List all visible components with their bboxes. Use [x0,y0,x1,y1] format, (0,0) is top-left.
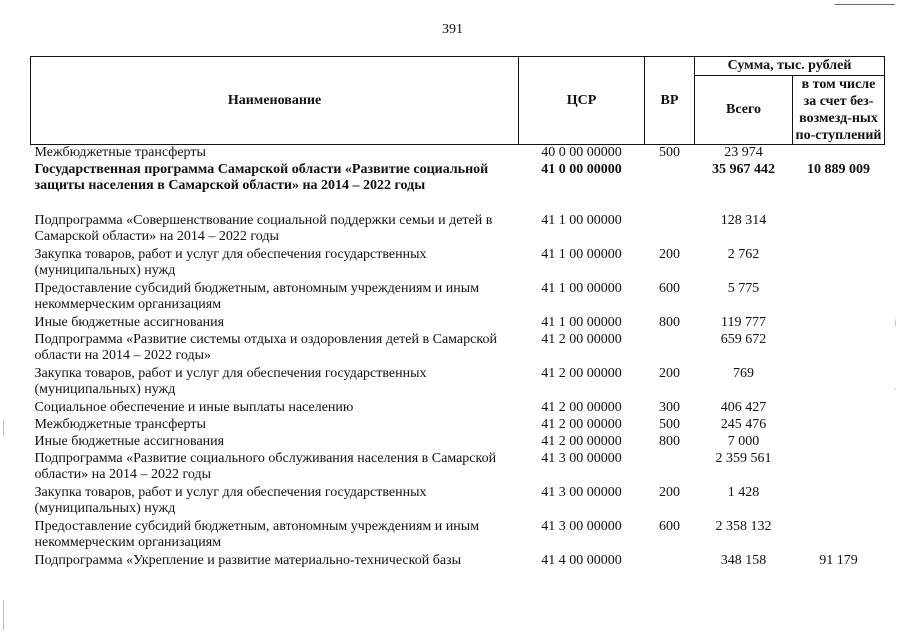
header-vr: ВР [645,57,695,145]
row-name: Закупка товаров, работ и услуг для обеспечения государственных (муниципальных) нужд [34,485,427,516]
row-csr: 41 1 00 00000 [541,213,622,228]
row-vr: 200 [659,247,680,262]
row-total: 35 967 442 [712,162,775,177]
row-name: Предоставление субсидий бюджетным, автономным учреждениям и иным некоммерческим организациям [34,281,480,312]
row-name: Подпрограмма «Развитие системы отдыха и оздоровления детей в Самарской области на 2014 – 2022 годы» [34,332,497,363]
row-free [793,451,885,485]
header-name: Наименование [31,57,519,145]
row-vr [645,451,695,485]
header-free: в том числе за счет без-возмезд-ных по-ступлений [793,76,885,145]
row-csr: 41 3 00 00000 [541,519,622,534]
header-sum-group: Сумма, тыс. рублей [695,57,885,76]
row-name: Закупка товаров, работ и услуг для обеспечения государственных (муниципальных) нужд [34,366,427,397]
row-name: Закупка товаров, работ и услуг для обеспечения государственных (муниципальных) нужд [34,247,427,278]
budget-table [30,56,885,570]
row-vr [645,553,695,570]
header-csr: ЦСР [519,57,645,145]
row-name: Межбюджетные трансферты [34,145,206,160]
row-csr: 41 1 00 00000 [541,247,622,262]
row-total: 2 762 [727,247,760,262]
header-total: Всего [695,76,793,145]
row-name: Социальное обеспечение и иные выплаты населению [34,400,354,415]
row-csr: 41 2 00 00000 [541,434,622,449]
table-body [31,145,885,571]
table-row [31,451,885,485]
row-vr: 500 [659,417,680,432]
row-csr: 41 3 00 00000 [541,451,622,466]
row-free [793,247,885,281]
row-vr: 200 [659,485,680,500]
row-csr: 41 3 00 00000 [541,485,622,500]
row-csr: 41 2 00 00000 [541,332,622,347]
row-vr: 200 [659,366,680,381]
row-total: 5 775 [727,281,760,296]
table-row [31,162,885,213]
row-vr [645,332,695,366]
table-row [31,145,885,163]
margin-scan-dot: · [894,384,897,394]
row-vr: 600 [659,281,680,296]
row-name: Подпрограмма «Развитие социального обслуживания населения в Самарской области» на 2014 – 2022 годы [34,451,497,482]
row-total: 119 777 [721,315,766,330]
table-row [31,247,885,281]
table-row [31,366,885,400]
row-name: Предоставление субсидий бюджетным, автономным учреждениям и иным некоммерческим организациям [34,519,480,550]
margin-scan-mark: ⁞ [894,318,897,328]
row-vr [645,162,695,213]
row-vr: 500 [659,145,680,160]
row-free [793,332,885,366]
table-row [31,400,885,417]
table-row [31,485,885,519]
table-row [31,417,885,434]
row-name: Межбюджетные трансферты [34,417,206,432]
row-name: Подпрограмма «Совершенствование социальной поддержки семьи и детей в Самарской области» на 2014 – 2022 годы [34,213,493,244]
row-free [793,281,885,315]
row-vr: 800 [659,315,680,330]
row-free [793,213,885,247]
row-csr: 41 1 00 00000 [541,281,622,296]
row-name: Государственная программа Самарской области «Развитие социальной защиты населения в Самарской области» на 2014 – 2022 годы [34,162,489,193]
table-header [31,57,885,145]
row-csr: 41 2 00 00000 [541,400,622,415]
row-csr: 41 2 00 00000 [541,417,622,432]
row-csr: 40 0 00 00000 [541,145,622,160]
row-free [793,519,885,553]
row-total: 128 314 [720,213,767,228]
row-total: 659 672 [720,332,767,347]
corner-scan-line [835,4,895,5]
row-vr [645,213,695,247]
row-total: 23 974 [724,145,763,160]
table-row [31,315,885,332]
row-free: 91 179 [819,553,858,568]
row-name: Иные бюджетные ассигнования [34,434,225,449]
row-csr: 41 2 00 00000 [541,366,622,381]
row-free [793,145,885,163]
row-total: 1 428 [727,485,760,500]
row-csr: 41 1 00 00000 [541,315,622,330]
row-total: 245 476 [720,417,767,432]
row-free: 10 889 009 [807,162,870,177]
page-number: 391 [442,22,463,37]
row-vr: 600 [659,519,680,534]
row-free [793,315,885,332]
row-total: 2 359 561 [715,451,772,466]
row-vr: 300 [659,400,680,415]
table-row [31,519,885,553]
table-row [31,332,885,366]
row-vr: 800 [659,434,680,449]
row-name: Подпрограмма «Укрепление и развитие материально-технической базы [34,553,461,568]
table-row [31,434,885,451]
row-free [793,417,885,434]
row-free [793,400,885,417]
row-total: 769 [733,366,754,381]
table-row [31,553,885,570]
table-row [31,281,885,315]
row-total: 348 158 [720,553,767,568]
row-free [793,485,885,519]
left-edge-mark [3,420,4,436]
row-total: 406 427 [720,400,767,415]
row-name: Иные бюджетные ассигнования [34,315,225,330]
row-free [793,366,885,400]
row-free [793,434,885,451]
left-edge-mark [3,600,4,630]
row-csr: 41 0 00 00000 [541,162,622,177]
table-row [31,213,885,247]
row-csr: 41 4 00 00000 [541,553,622,568]
row-total: 2 358 132 [715,519,772,534]
row-total: 7 000 [727,434,760,449]
